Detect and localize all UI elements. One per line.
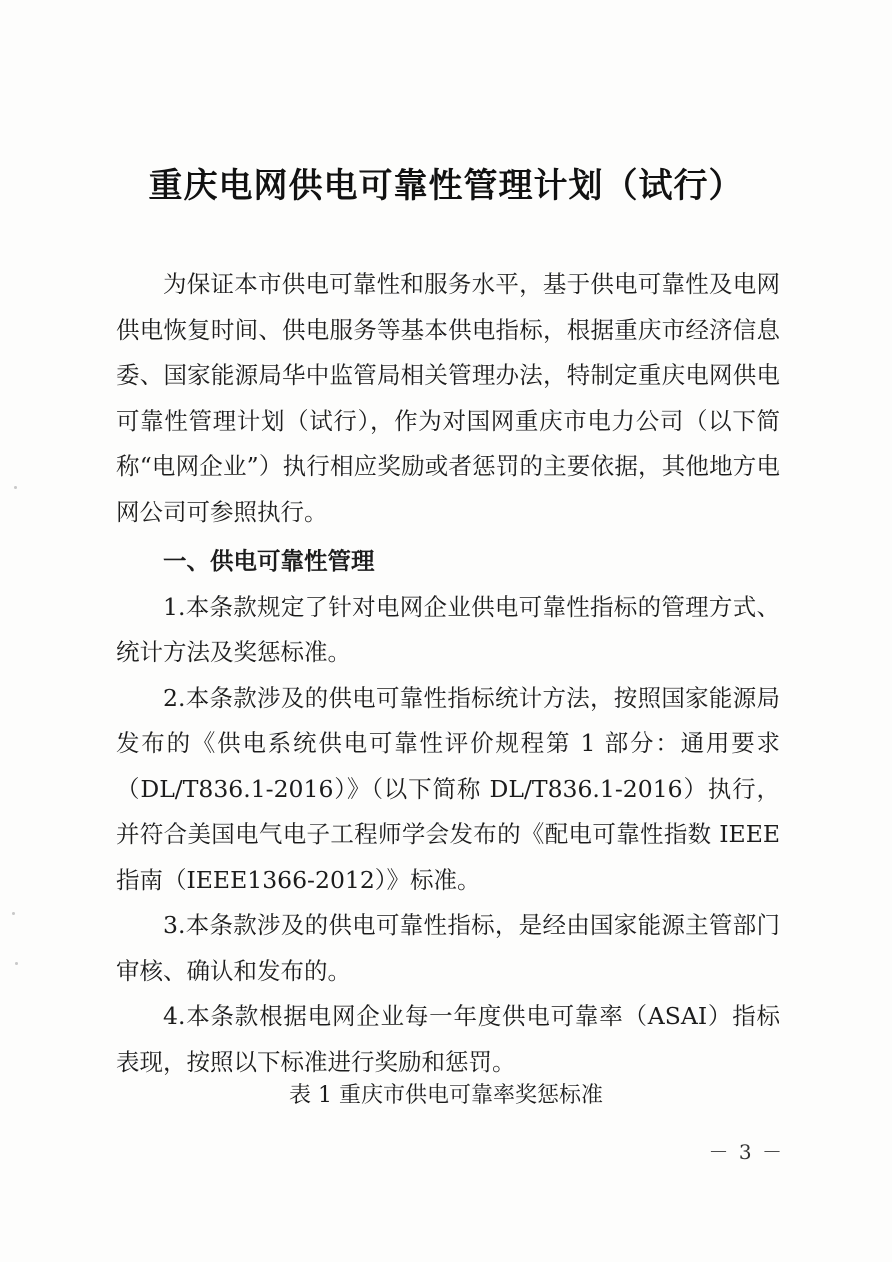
scan-speck xyxy=(14,486,17,489)
paragraph-clause-1: 1.本条款规定了针对电网企业供电可靠性指标的管理方式、统计方法及奖惩标准。 xyxy=(116,592,780,666)
page-number: － 3 － xyxy=(708,1140,784,1164)
paragraph-clause-2: 2.本条款涉及的供电可靠性指标统计方法，按照国家能源局发布的《供电系统供电可靠性评价规程第 1 部分：通用要求（DL/T836.1-2016）》（以下简称 DL/T836.1-2016）执行，并符合美国电气电子工程师学会发布的《配电可靠性指数 IEEE 指南（IEEE1366-2012）》标准。 xyxy=(116,683,780,894)
paragraph-intro: 为保证本市供电可靠性和服务水平，基于供电可靠性及电网供电恢复时间、供电服务等基本供电指标，根据重庆市经济信息委、国家能源局华中监管局相关管理办法，特制定重庆电网供电可靠性管理计划（试行），作为对国网重庆市电力公司（以下简称“电网企业”）执行相应奖励或者惩罚的主要依据，其他地方电网公司可参照执行。 xyxy=(116,270,780,526)
document-body xyxy=(116,262,780,1085)
paragraph-clause-3: 3.本条款涉及的供电可靠性指标，是经由国家能源主管部门审核、确认和发布的。 xyxy=(116,911,780,985)
section-heading: 一、供电可靠性管理 xyxy=(163,547,375,575)
document-title: 重庆电网供电可靠性管理计划（试行） xyxy=(148,166,744,206)
paragraph-clause-4: 4.本条款根据电网企业每一年度供电可靠率（ASAI）指标表现，按照以下标准进行奖励和惩罚。 xyxy=(116,1002,780,1076)
table-caption: 表 1 重庆市供电可靠率奖惩标准 xyxy=(289,1083,603,1108)
scan-speck xyxy=(15,962,18,965)
scan-speck xyxy=(12,912,15,915)
